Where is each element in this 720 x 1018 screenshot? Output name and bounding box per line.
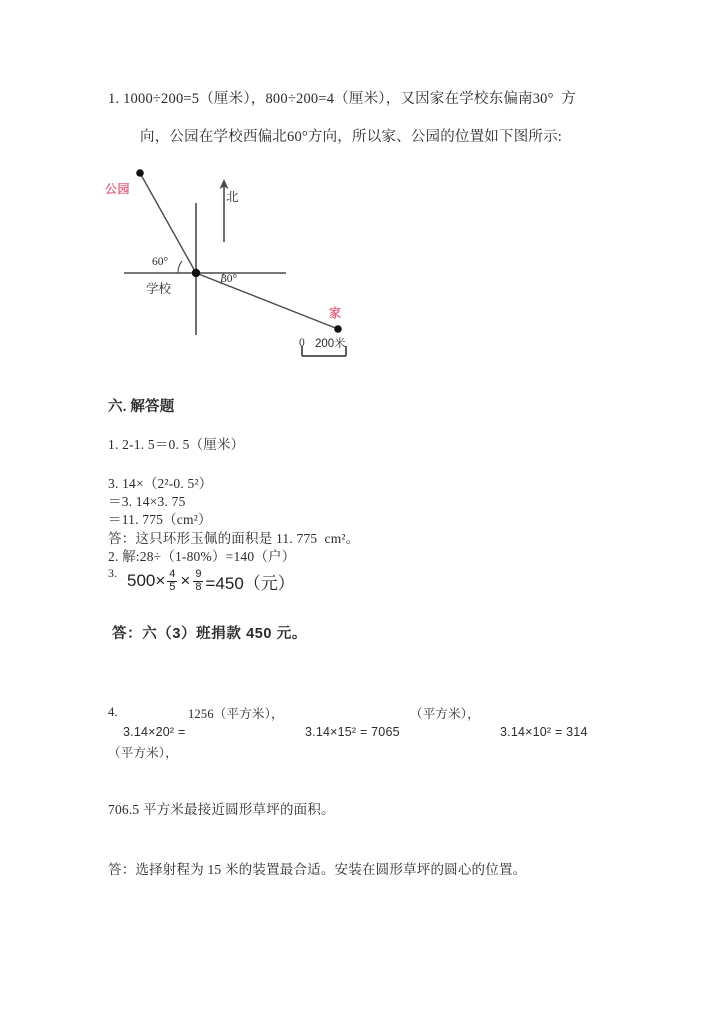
ray-to-home	[196, 273, 338, 329]
fraction-nine-eighths	[193, 569, 203, 593]
solution-line-1: 1. 2-1. 5＝0. 5（厘米）	[108, 437, 245, 452]
diagram-angle-label-30: 30°	[221, 273, 238, 285]
solution-line-2b: ＝3. 14×3. 75	[108, 494, 186, 509]
fraction-four-fifths	[167, 569, 177, 593]
question4-value-1256: 1256（平方米），	[188, 707, 284, 721]
diagram-label-north: 北	[226, 190, 239, 204]
question4-expression-3: 3.14×10² = 314	[500, 725, 588, 739]
question4-expression-2: 3.14×15² = 7065	[305, 725, 400, 739]
fraction-denominator: 5	[169, 580, 176, 593]
diagram-label-school: 学校	[146, 282, 172, 296]
diagram-scale-200m-label: 200米	[315, 338, 346, 350]
diagram-label-home: 家	[329, 306, 342, 320]
multiply-operator: ×	[180, 571, 191, 590]
fraction-numerator: 4	[169, 567, 176, 580]
solution-line-2d: 答：这只环形玉佩的面积是 11. 775 cm²。	[108, 531, 360, 546]
question4-unit-label-2: （平方米），	[410, 707, 480, 721]
diagram-scale-zero-label: 0	[299, 337, 305, 349]
final-answer-line: 答：选择射程为 15 米的装置最合适。安装在圆形草坪的圆心的位置。	[108, 862, 527, 877]
section-heading: 六. 解答题	[108, 399, 175, 415]
intro-paragraph-line-2: 向，公园在学校西偏北60°方向，所以家、公园的位置如下图所示:	[140, 129, 563, 145]
solution-line-3: 2. 解:28÷（1-80%）=140（户）	[108, 549, 296, 564]
equation-index: 3.	[108, 566, 118, 580]
point-park	[136, 169, 144, 177]
fraction-equation	[127, 566, 295, 596]
question4-unit-label-3: （平方米），	[108, 746, 178, 760]
question4-index: 4.	[108, 705, 118, 719]
diagram-angle-label-60: 60°	[152, 256, 169, 268]
solution-line-2c: ＝11. 775（cm²）	[108, 512, 212, 527]
equation-lead: 500×	[127, 571, 166, 590]
equation-tail: =450（元）	[205, 573, 295, 593]
point-home	[334, 325, 342, 333]
intro-paragraph-line-1: 1. 1000÷200=5（厘米），800÷200=4（厘米），又因家在学校东偏南30° 方	[108, 91, 576, 107]
diagram-label-park: 公园	[105, 182, 131, 196]
diagram-svg	[100, 160, 390, 375]
fraction-denominator: 8	[195, 580, 202, 593]
bold-answer-line: 答：六（3）班捐款 450 元。	[112, 626, 307, 642]
angle-arc-60	[178, 261, 182, 273]
question4-expression-1: 3.14×20² =	[123, 725, 186, 739]
closest-area-line: 706.5 平方米最接近圆形草坪的面积。	[108, 802, 335, 817]
position-diagram	[100, 160, 390, 375]
point-school	[192, 269, 200, 277]
solution-line-2a: 3. 14×（2²-0. 5²）	[108, 476, 213, 491]
fraction-numerator: 9	[195, 567, 202, 580]
